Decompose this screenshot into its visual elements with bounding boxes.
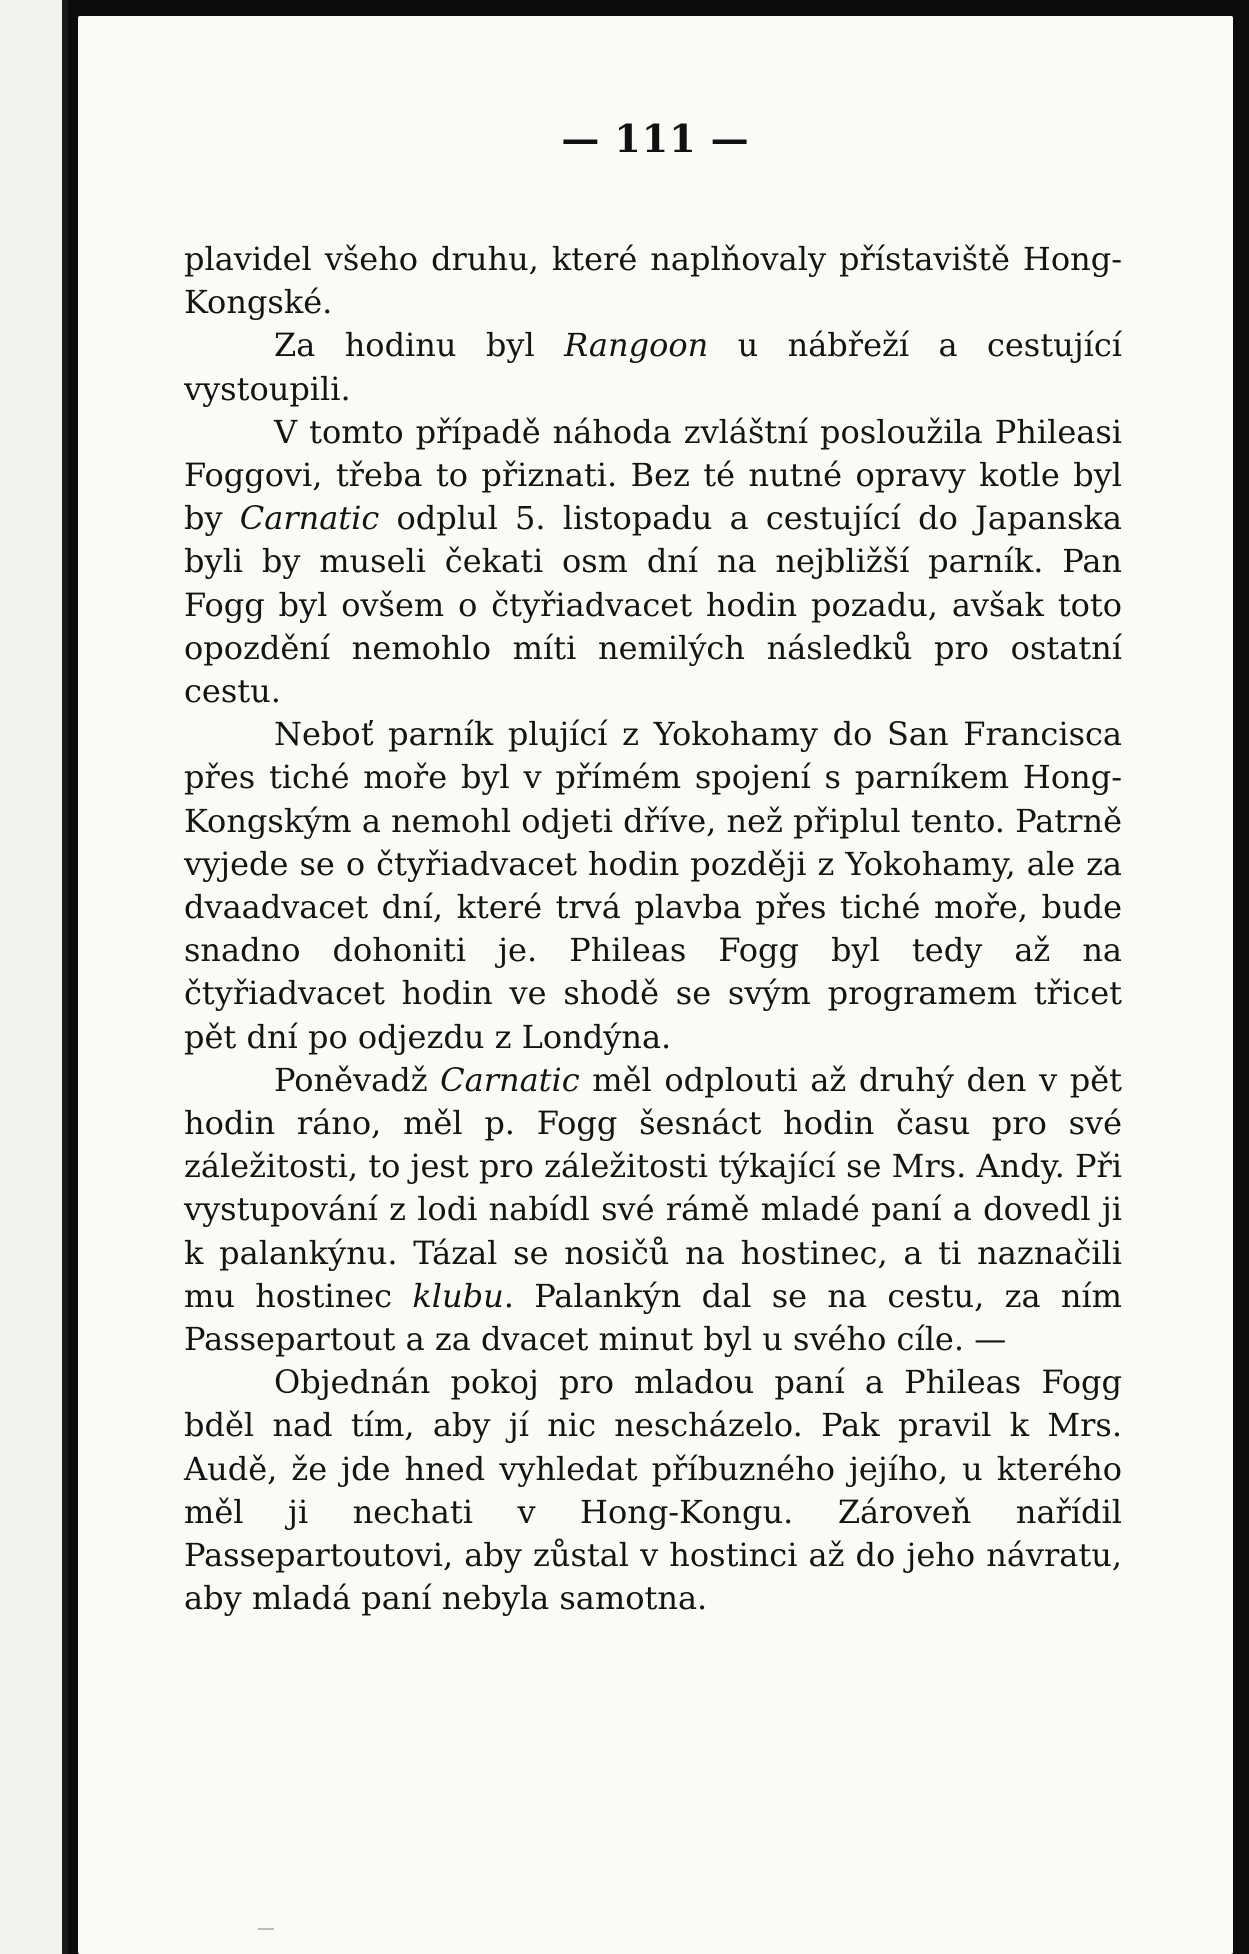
page-number-dash-left: —	[561, 116, 601, 161]
page-number-header	[78, 116, 1233, 161]
body-text	[184, 238, 1122, 1621]
paragraph	[184, 1361, 1122, 1620]
text-segment: měl odplouti až druhý den v pět hodin ráno, měl p. Fogg šesnáct hodin času pro své záležitosti, to jest pro záležitosti týkající se Mrs. Andy. Při vystupování z lodi nabídl své rámě mladé paní a dovedl ji k palankýnu. Tázal se nosičů na hostinec, a ti naznačili mu hostinec	[184, 1060, 1123, 1315]
text-segment: Neboť parník plující z Yokohamy do San Francisca přes tiché moře byl v přímém spojení s parníkem Hong-Kongským a nemohl odjeti dříve, než připlul tento. Patrně vyjede se o čtyřiadvacet hodin později z Yokohamy, ale za dvaadvacet dní, které trvá plavba přes tiché moře, bude snadno dohoniti je. Phileas Fogg byl tedy až na čtyřiadvacet hodin ve shodě se svým programem třicet pět dní po odjezdu z Londýna.	[184, 715, 1122, 1056]
ship-name-carnatic: Carnatic	[239, 499, 380, 538]
text-segment: u nábřeží a cestující vystoupili.	[184, 326, 1123, 408]
paragraph	[184, 1059, 1122, 1361]
paragraph	[184, 713, 1122, 1059]
paragraph	[184, 411, 1122, 713]
paragraph	[184, 324, 1122, 410]
ship-name-rangoon: Rangoon	[564, 326, 709, 365]
text-segment: . Palankýn dal se na cestu, za ním Passepartout a za dvacet minut byl u svého cíle. —	[184, 1276, 1123, 1359]
text-segment: odplul 5. listopadu a cestující do Japanska byli by museli čekati osm dní na nejbližší parník. Pan Fogg byl ovšem o čtyřiadvacet hodin pozadu, avšak toto opozdění nemohlo míti nemilých následků pro ostatní cestu.	[184, 499, 1122, 711]
previous-page-edge	[0, 0, 68, 1954]
page-number-dash-right: —	[710, 116, 750, 161]
scan-artifact-mark	[258, 1928, 274, 1930]
hotel-name-klubu: klubu	[412, 1276, 504, 1315]
book-page	[78, 16, 1233, 1954]
text-segment: Poněvadž	[274, 1060, 441, 1099]
paragraph-continuation	[184, 238, 1122, 324]
text-segment: plavidel všeho druhu, které naplňovaly přístaviště Hong-Kongské.	[184, 240, 1122, 322]
text-segment: Za hodinu byl	[274, 326, 565, 365]
text-segment: Objednán pokoj pro mladou paní a Phileas Fogg bděl nad tím, aby jí nic nescházelo. Pak pravil k Mrs. Audě, že jde hned vyhledat příbuzného jejího, u kterého měl ji nechati v Hong-Kongu. Zároveň nařídil Passepartoutovi, aby zůstal v hostinci až do jeho návratu, aby mladá paní nebyla samotna.	[184, 1363, 1122, 1618]
text-segment: V tomto případě náhoda zvláštní posloužila Phileasi Foggovi, třeba to přiznati. Bez té nutné opravy kotle byl by	[184, 412, 1122, 538]
ship-name-carnatic: Carnatic	[440, 1060, 580, 1099]
page-number: 111	[614, 116, 697, 161]
